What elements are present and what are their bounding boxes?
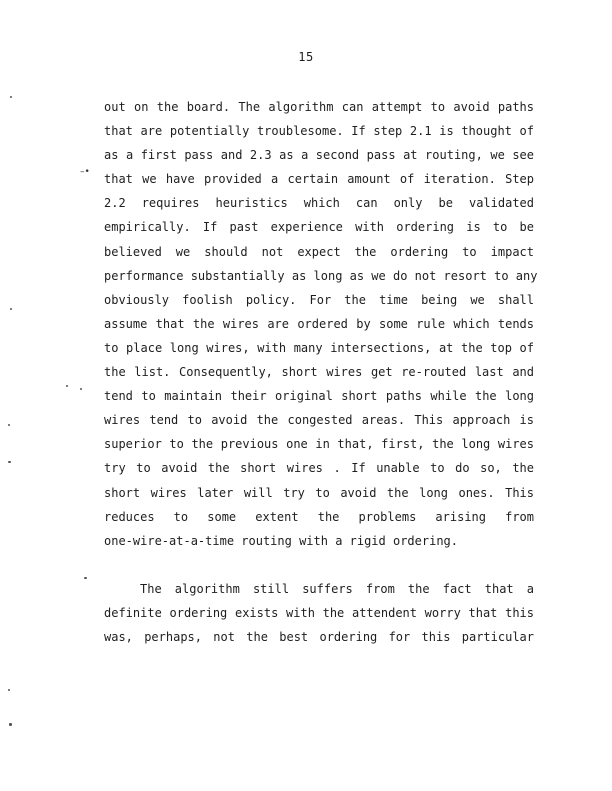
scan-speck [8,689,10,691]
text-line: performance substantially as long as we do not resort to any [104,268,538,283]
text-line: out on the board. The algorithm can attempt to avoid paths [104,100,534,114]
text-line: short wires later will try to avoid the long ones. This [104,485,534,500]
margin-mark: –• [80,167,90,177]
scan-speck [9,723,12,726]
text-line: tend to maintain their original short paths while the long [104,389,534,404]
scan-speck [66,385,68,387]
text-line: definite ordering exists with the attendent worry that this [104,606,534,621]
text-line: one-wire-at-a-time routing with a rigid ordering. [104,533,459,548]
scan-speck [8,461,11,463]
text-line: wires tend to avoid the congested areas. This approach is [104,413,534,428]
text-line: the list. Consequently, short wires get re-routed last and [104,365,534,380]
text-line: that we have provided a certain amount of iteration. Step [104,172,534,187]
text-line: believed we should not expect the ordering to impact [104,244,534,259]
scan-speck [80,388,82,390]
text-line: superior to the previous one in that, first, the long wires [104,437,534,452]
scan-speck [10,96,12,98]
scan-speck [10,308,12,310]
text-line: empirically. If past experience with ordering is to be [104,220,534,235]
scan-speck [84,577,87,579]
scan-speck [8,424,10,426]
paragraph-2 [104,577,534,649]
text-line: The algorithm still suffers from the fact that a [140,582,534,596]
page-number: 15 [298,50,314,64]
text-line: reduces to some extent the problems arising from [104,509,534,524]
text-line: that are potentially troublesome. If step 2.1 is thought of [104,124,534,139]
text-line: to place long wires, with many intersections, at the top of [104,340,534,355]
paragraph-1 [104,95,538,553]
text-line: try to avoid the short wires . If unable to do so, the [104,461,534,476]
text-line: was, perhaps, not the best ordering for this particular [104,630,534,645]
text-line: assume that the wires are ordered by some rule which tends [104,316,534,331]
text-line: 2.2 requires heuristics which can only be validated [104,196,534,211]
text-line: obviously foolish policy. For the time being we shall [104,292,534,307]
text-line: as a first pass and 2.3 as a second pass at routing, we see [104,148,534,163]
